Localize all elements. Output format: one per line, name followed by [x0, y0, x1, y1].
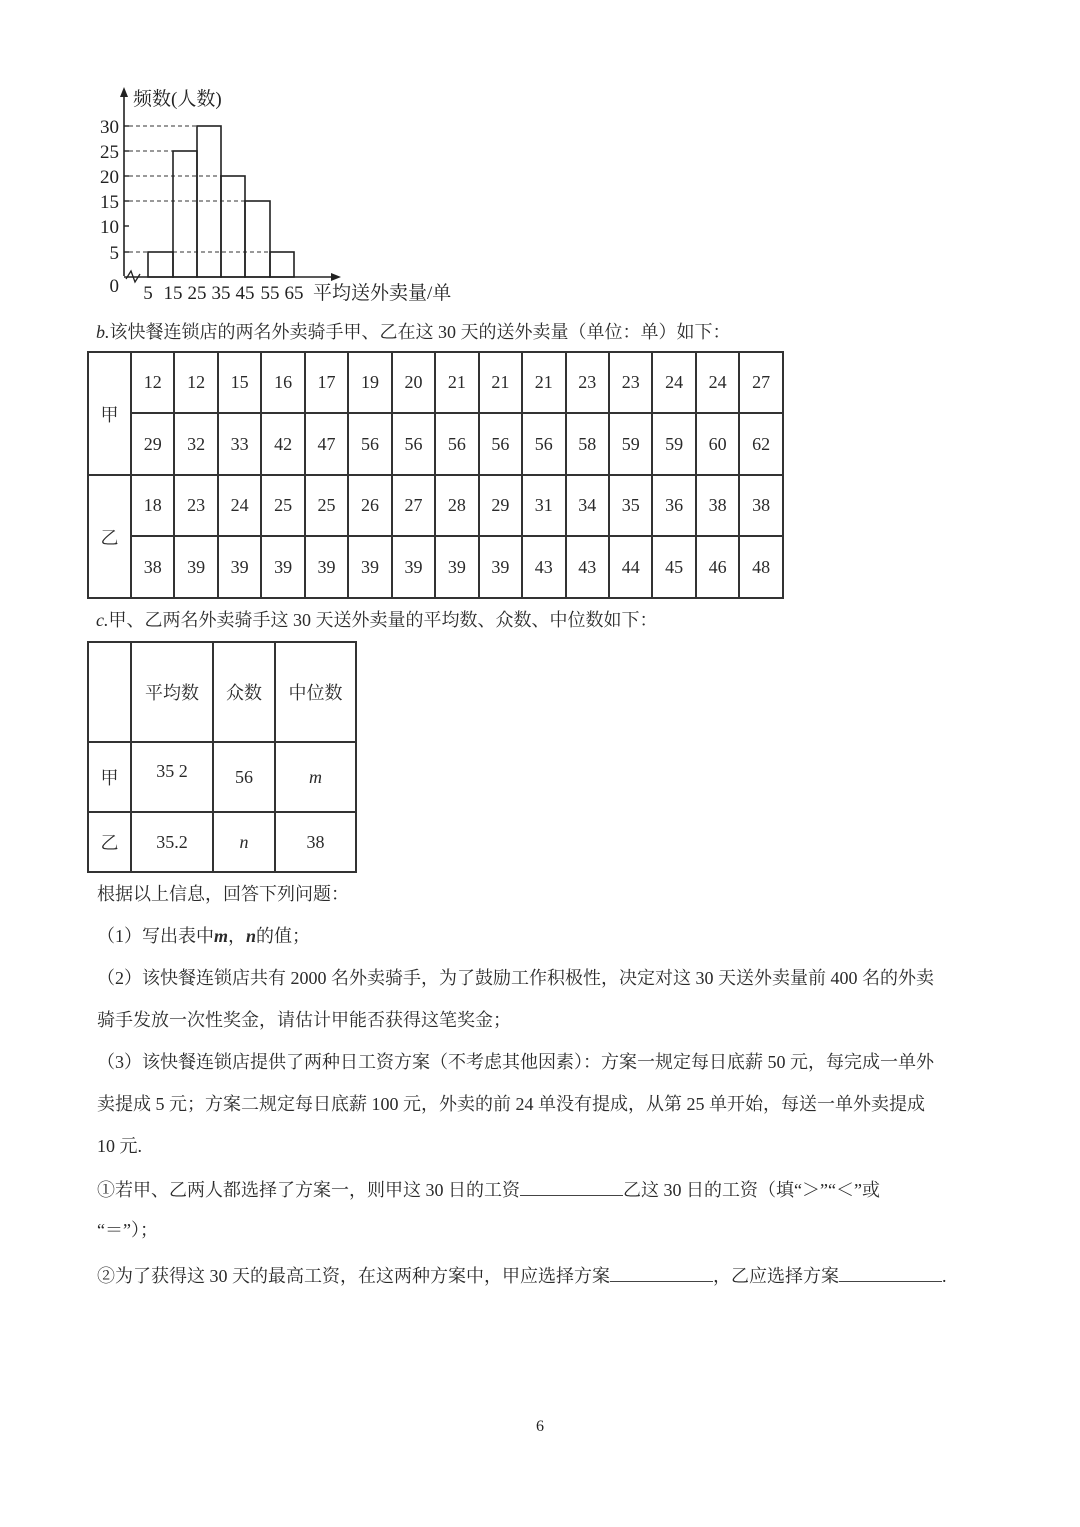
svg-text:15: 15 [100, 192, 119, 213]
table-row: 乙 35.2 n 38 [88, 812, 356, 872]
table-row: 乙 18 23 24 25 25 26 27 28 29 31 34 35 36 38 38 [88, 475, 783, 536]
section-c-heading: c.甲、乙两名外卖骑手这 30 天送外卖量的平均数、众数、中位数如下： [96, 610, 658, 630]
svg-text:25: 25 [187, 283, 207, 304]
question-2-line-2: 骑手发放一次性奖金，请估计甲能否获得这笔奖金； [97, 1010, 511, 1030]
table-header-row [88, 642, 356, 742]
questions-intro: 根据以上信息，回答下列问题： [97, 884, 349, 904]
svg-text:15: 15 [163, 283, 183, 304]
rider-label: 乙 [88, 475, 131, 598]
sub-question-2: ②为了获得这 30 天的最高工资，在这两种方案中，甲应选择方案 ，乙应选择方案 . [97, 1263, 947, 1287]
delivery-volume-table [87, 351, 784, 599]
table-row: 甲 35 2 56 m [88, 742, 356, 812]
answer-blank-jia-plan[interactable] [610, 1263, 713, 1282]
svg-text:5: 5 [109, 243, 119, 264]
question-3-line-2: 卖提成 5 元；方案二规定每日底薪 100 元，外卖的前 24 单没有提成，从第 25 单开始，每送一单外卖提成 [97, 1094, 925, 1114]
svg-text:35: 35 [211, 283, 231, 304]
svg-text:65: 65 [284, 283, 304, 304]
question-2-line-1: （2）该快餐连锁店共有 2000 名外卖骑手，为了鼓励工作积极性，决定对这 30 天送外卖量前 400 名的外卖 [97, 968, 934, 988]
header-mean: 平均数 [131, 642, 213, 742]
header-median: 中位数 [275, 642, 356, 742]
question-3-line-3: 10 元. [97, 1136, 142, 1156]
svg-text:45: 45 [235, 283, 255, 304]
question-1: （1）写出表中m，n的值； [97, 926, 311, 946]
svg-text:20: 20 [100, 167, 119, 188]
question-3-line-1: （3）该快餐连锁店提供了两种日工资方案（不考虑其他因素）：方案一规定每日底薪 50 元，每完成一单外 [97, 1052, 934, 1072]
sub-question-1: ①若甲、乙两人都选择了方案一，则甲这 30 日的工资 乙这 30 日的工资（填“＞”“＜”或 [97, 1177, 880, 1201]
svg-text:0: 0 [109, 276, 119, 297]
rider-label: 甲 [88, 352, 131, 475]
table-row: 29 32 33 42 47 56 56 56 56 56 58 59 59 60 62 [88, 413, 783, 475]
sub-question-1-line-2: “＝”）； [97, 1220, 158, 1240]
svg-text:25: 25 [100, 142, 119, 163]
answer-blank-yi-plan[interactable] [839, 1263, 942, 1282]
x-axis-label: 平均送外卖量/单 [313, 283, 452, 304]
table-row: 38 39 39 39 39 39 39 39 39 43 43 44 45 46 48 [88, 536, 783, 598]
section-b-heading: b.该快餐连锁店的两名外卖骑手甲、乙在这 30 天的送外卖量（单位：单）如下： [96, 322, 731, 342]
svg-text:10: 10 [100, 217, 119, 238]
table-row: 甲 12 12 15 16 17 19 20 21 21 21 23 23 24 24 27 [88, 352, 783, 413]
page-number: 6 [536, 1418, 544, 1435]
header-mode: 众数 [213, 642, 275, 742]
statistics-table [87, 641, 357, 873]
answer-blank-compare[interactable] [520, 1177, 623, 1196]
svg-text:30: 30 [100, 117, 119, 138]
histogram-chart [95, 82, 475, 307]
histogram-svg [95, 82, 475, 307]
y-axis-label: 频数(人数) [133, 89, 222, 110]
svg-text:55: 55 [260, 283, 280, 304]
svg-text:5: 5 [143, 283, 153, 304]
